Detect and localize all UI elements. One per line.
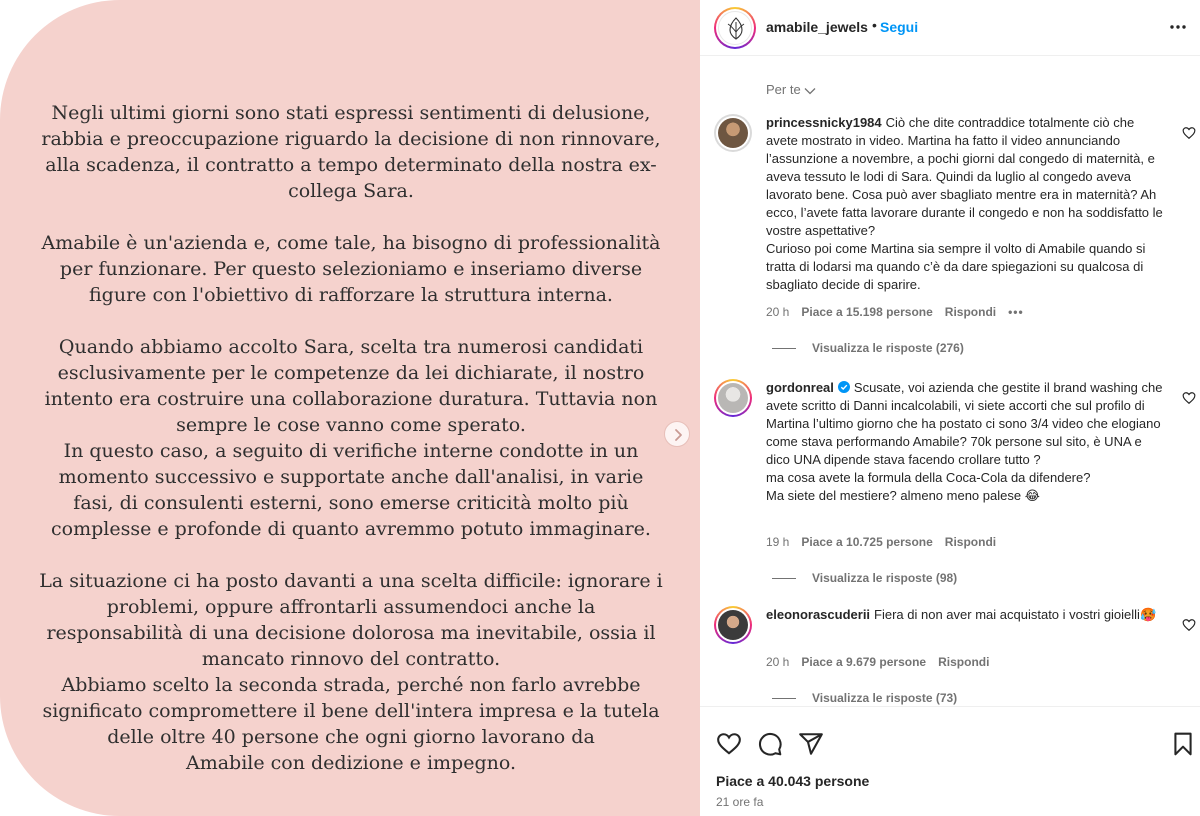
commenter-avatar[interactable]	[714, 114, 752, 152]
save-button[interactable]	[1170, 731, 1196, 757]
comment-username[interactable]: eleonorascuderii	[766, 607, 871, 622]
chevron-right-icon	[672, 428, 684, 442]
commenter-avatar[interactable]	[714, 379, 752, 417]
next-slide-button[interactable]	[664, 421, 690, 447]
post-timestamp[interactable]: 21 ore fa	[716, 795, 764, 809]
view-replies-label: Visualizza le risposte (73)	[812, 691, 958, 705]
comment-time: 20 h	[766, 305, 790, 319]
share-button[interactable]	[798, 731, 824, 757]
replies-divider	[772, 698, 796, 699]
comment-meta	[766, 535, 1008, 549]
chevron-down-icon	[804, 87, 816, 95]
comment-likes[interactable]: Piace a 10.725 persone	[801, 535, 933, 549]
more-options-button[interactable]	[1168, 17, 1188, 37]
replies-divider	[772, 348, 796, 349]
author-username[interactable]: amabile_jewels	[766, 19, 868, 35]
reply-button[interactable]: Rispondi	[944, 535, 997, 549]
comment-body: Scusate, voi azienda che gestite il brand washing che avete scritto di Danni incalcolabili, vi siete accorti che sul profilo di Martina l’ultimo giorno che ha postato ci sono 3/4 video che elogiano come stava performando Amabile? 70k persone sul sito, è UNA e dico UNA dipende stava facendo crollare tutto ? ma cosa avete la formula della Coca-Cola da difendere? Ma siete del mestiere? almeno meno palese 😂	[766, 380, 1163, 503]
comment-button[interactable]	[757, 731, 783, 757]
reply-button[interactable]: Rispondi	[938, 655, 990, 669]
comment-likes[interactable]: Piace a 9.679 persone	[801, 655, 927, 669]
comment-likes[interactable]: Piace a 15.198 persone	[801, 305, 933, 319]
comment-body: Fiera di non aver mai acquistato i vostri gioielli🥵	[874, 607, 1157, 622]
heart-icon	[716, 731, 742, 757]
comment-text	[766, 379, 1166, 505]
heart-icon	[1182, 391, 1196, 405]
comment-time: 19 h	[766, 535, 790, 549]
view-replies-label: Visualizza le risposte (98)	[812, 571, 958, 585]
comment-sort-dropdown[interactable]	[766, 82, 816, 97]
more-horizontal-icon	[1168, 17, 1188, 37]
comment-text	[766, 606, 1166, 624]
verified-badge-icon	[838, 381, 850, 393]
view-replies-button[interactable]	[772, 341, 964, 355]
author-avatar[interactable]	[714, 7, 756, 49]
share-icon	[798, 731, 824, 757]
post-header	[700, 0, 1200, 56]
view-replies-button[interactable]	[772, 691, 957, 705]
post-likes-count[interactable]: Piace a 40.043 persone	[716, 773, 870, 789]
like-button[interactable]	[716, 731, 742, 757]
comment-icon	[757, 731, 783, 757]
post-caption-image-text: Negli ultimi giorni sono stati espressi sentimenti di delusione, rabbia e preoccupazione riguardo la decisione di non rinnovare, alla scadenza, il contratto a tempo determinato della nostra ex- collega Sara. Amabile è un'azienda e, come tale, ha bisogno di professionalità per funzionare. Per questo selezioniamo e inseriamo diverse figure con l'obiettivo di rafforzare la struttura interna. Quando abbiamo accolto Sara, scelta tra numerosi candidati esclusivamente per le competenze da lei dichiarate, il nostro intento era costruire una collaborazione duratura. Tuttavia non sempre le cose vanno come sperato. In questo caso, a seguito di verifiche interne condotte in un momento successivo e supportate anche dall'analisi, in varie fasi, di consulenti esterni, sono emerse criticità molto più complesse e profonde di quanto avremmo potuto immaginare. La situazione ci ha posto davanti a una scelta difficile: ignorare i problemi, oppure affrontarli assumendoci anche la responsabilità di una decisione dolorosa ma inevitabile, ossia il mancato rinnovo del contratto. Abbiamo scelto la seconda strada, perché non farlo avrebbe significato compromettere il bene dell'intera impresa e la tutela delle oltre 40 persone che ogni giorno lavorano da Amabile con dedizione e impegno.	[39, 102, 663, 774]
comment-meta	[766, 305, 1036, 319]
bookmark-icon	[1170, 731, 1196, 757]
heart-icon	[1182, 126, 1196, 140]
comment-username[interactable]: gordonreal	[766, 380, 834, 395]
comment-username[interactable]: princessnicky1984	[766, 115, 882, 130]
comment-like-button[interactable]	[1182, 126, 1196, 140]
heart-icon	[1182, 618, 1196, 632]
view-replies-button[interactable]	[772, 571, 957, 585]
comment-body: Ciò che dite contraddice totalmente ciò che avete mostrato in video. Martina ha fatto il video annunciando l’assunzione a novembre, a pochi giorni dal congedo di maternità, e aveva tessuto le lodi di Sara. Quindi da luglio al congedo aveva lavorato bene. Cosa può aver sbagliato mentre era in maternità? Ah ecco, l’avete fatta lavorare durante il congedo e non ha soddisfatto le vostre aspettative? Curioso poi come Martina sia sempre il volto di Amabile quando si tratta di lodarsi ma quando c’è da dare spiegazioni su qualcosa di sbagliato decide di sparire.	[766, 115, 1163, 292]
comment-text	[766, 114, 1166, 294]
post-sidebar	[700, 0, 1200, 816]
comment-time: 20 h	[766, 655, 790, 669]
header-separator: •	[872, 17, 877, 33]
follow-button[interactable]: Segui	[880, 19, 919, 35]
comment-sort-label: Per te	[766, 82, 801, 97]
post-actions	[700, 706, 1200, 816]
view-replies-label: Visualizza le risposte (276)	[812, 341, 964, 355]
comment-more-button[interactable]: •••	[1008, 305, 1024, 319]
commenter-avatar[interactable]	[714, 606, 752, 644]
comment-like-button[interactable]	[1182, 391, 1196, 405]
comment-like-button[interactable]	[1182, 618, 1196, 632]
comment-meta	[766, 655, 1001, 669]
amabile-logo-icon	[718, 11, 752, 45]
replies-divider	[772, 578, 796, 579]
reply-button[interactable]: Rispondi	[944, 305, 997, 319]
